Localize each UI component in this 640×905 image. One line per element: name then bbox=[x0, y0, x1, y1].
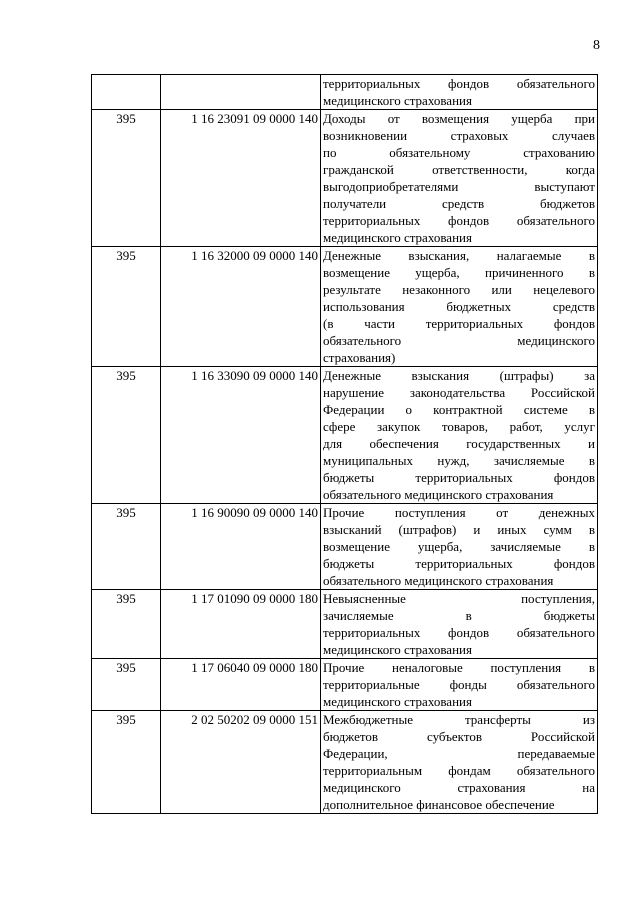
revenue-description-cell bbox=[321, 367, 598, 504]
table-row bbox=[92, 75, 598, 110]
description-line: бюджетов субъектов Российской bbox=[323, 729, 595, 744]
description-line: дополнительное финансовое обеспечение bbox=[323, 797, 555, 812]
description-line: медицинского страхования bbox=[323, 93, 472, 108]
description-line: территориальным фондам обязательного bbox=[323, 763, 595, 778]
description-line: сфере закупок товаров, работ, услуг bbox=[323, 419, 595, 434]
description-line: медицинского страхования на bbox=[323, 780, 595, 795]
table-body bbox=[92, 75, 598, 814]
admin-code-cell: 395 bbox=[92, 659, 161, 711]
table-row bbox=[92, 247, 598, 367]
description-line: возмещение ущерба, зачисляемые в bbox=[323, 539, 595, 554]
revenue-description-cell bbox=[321, 75, 598, 110]
admin-code-cell bbox=[92, 75, 161, 110]
admin-code-cell: 395 bbox=[92, 367, 161, 504]
revenue-description-cell bbox=[321, 659, 598, 711]
description-line: обязательного медицинского страхования bbox=[323, 573, 554, 588]
description-line: бюджеты территориальных фондов bbox=[323, 556, 595, 571]
budget-classification-code-cell: 1 16 32000 09 0000 140 bbox=[161, 247, 321, 367]
description-line: возникновении страховых случаев bbox=[323, 128, 595, 143]
revenue-description-cell bbox=[321, 590, 598, 659]
description-line: Федерации о контрактной системе в bbox=[323, 402, 595, 417]
admin-code-cell: 395 bbox=[92, 247, 161, 367]
table-row bbox=[92, 711, 598, 814]
budget-classification-code-cell: 1 16 33090 09 0000 140 bbox=[161, 367, 321, 504]
description-line: Федерации, передаваемые bbox=[323, 746, 595, 761]
table-row bbox=[92, 367, 598, 504]
budget-classification-code-cell: 1 17 06040 09 0000 180 bbox=[161, 659, 321, 711]
description-line: нарушение законодательства Российской bbox=[323, 385, 595, 400]
budget-classification-code-cell: 1 17 01090 09 0000 180 bbox=[161, 590, 321, 659]
admin-code-cell: 395 bbox=[92, 590, 161, 659]
description-line: территориальные фонды обязательного bbox=[323, 677, 595, 692]
budget-classification-code-cell: 1 16 23091 09 0000 140 bbox=[161, 110, 321, 247]
description-line: страхования) bbox=[323, 350, 396, 365]
page-number: 8 bbox=[593, 38, 600, 53]
description-line: Денежные взыскания (штрафы) за bbox=[323, 368, 595, 383]
description-line: медицинского страхования bbox=[323, 694, 472, 709]
budget-classification-code-cell: 2 02 50202 09 0000 151 bbox=[161, 711, 321, 814]
description-line: Прочие неналоговые поступления в bbox=[323, 660, 595, 675]
description-line: использования бюджетных средств bbox=[323, 299, 595, 314]
description-line: гражданской ответственности, когда bbox=[323, 162, 595, 177]
table-row bbox=[92, 110, 598, 247]
description-line: обязательного медицинского bbox=[323, 333, 595, 348]
admin-code-cell: 395 bbox=[92, 110, 161, 247]
description-line: Доходы от возмещения ущерба при bbox=[323, 111, 595, 126]
revenue-description-cell bbox=[321, 711, 598, 814]
description-line: Межбюджетные трансферты из bbox=[323, 712, 595, 727]
description-line: зачисляемые в бюджеты bbox=[323, 608, 595, 623]
description-line: результате незаконного или нецелевого bbox=[323, 282, 595, 297]
table-row bbox=[92, 659, 598, 711]
description-line: возмещение ущерба, причиненного в bbox=[323, 265, 595, 280]
description-line: выгодоприобретателями выступают bbox=[323, 179, 595, 194]
description-line: территориальных фондов обязательного bbox=[323, 213, 595, 228]
description-line: для обеспечения государственных и bbox=[323, 436, 595, 451]
description-line: территориальных фондов обязательного bbox=[323, 625, 595, 640]
description-line: Невыясненные поступления, bbox=[323, 591, 595, 606]
description-line: медицинского страхования bbox=[323, 230, 472, 245]
revenue-codes-table bbox=[91, 74, 598, 814]
description-line: территориальных фондов обязательного bbox=[323, 76, 595, 91]
admin-code-cell: 395 bbox=[92, 504, 161, 590]
description-line: бюджеты территориальных фондов bbox=[323, 470, 595, 485]
description-line: получатели средств бюджетов bbox=[323, 196, 595, 211]
revenue-description-cell bbox=[321, 247, 598, 367]
description-line: взысканий (штрафов) и иных сумм в bbox=[323, 522, 595, 537]
description-line: (в части территориальных фондов bbox=[323, 316, 595, 331]
description-line: обязательного медицинского страхования bbox=[323, 487, 554, 502]
description-line: Прочие поступления от денежных bbox=[323, 505, 595, 520]
table-row bbox=[92, 504, 598, 590]
table-row bbox=[92, 590, 598, 659]
budget-classification-code-cell bbox=[161, 75, 321, 110]
budget-classification-code-cell: 1 16 90090 09 0000 140 bbox=[161, 504, 321, 590]
revenue-description-cell bbox=[321, 110, 598, 247]
description-line: Денежные взыскания, налагаемые в bbox=[323, 248, 595, 263]
description-line: медицинского страхования bbox=[323, 642, 472, 657]
admin-code-cell: 395 bbox=[92, 711, 161, 814]
revenue-description-cell bbox=[321, 504, 598, 590]
description-line: муниципальных нужд, зачисляемые в bbox=[323, 453, 595, 468]
description-line: по обязательному страхованию bbox=[323, 145, 595, 160]
